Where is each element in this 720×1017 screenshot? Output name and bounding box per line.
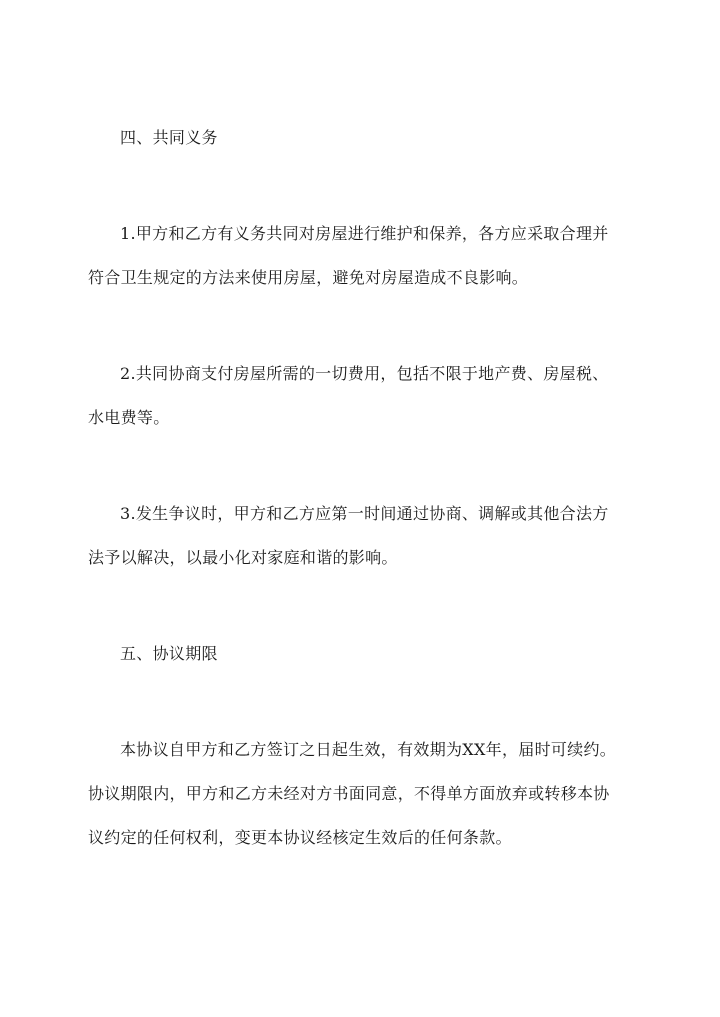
term-paragraph-line-two: 协议期限内，甲方和乙方未经对方书面同意，不得单方面放弃或转移本协	[88, 784, 610, 803]
item-two-line-one: 2.共同协商支付房屋所需的一切费用，包括不限于地产费、房屋税、	[120, 364, 609, 383]
section-four-heading: 四、共同义务	[120, 128, 218, 147]
term-paragraph-line-three: 议约定的任何权利，变更本协议经核定生效后的任何条款。	[88, 828, 512, 847]
section-five-heading: 五、协议期限	[120, 644, 218, 663]
item-three-line-two: 法予以解决，以最小化对家庭和谐的影响。	[88, 548, 398, 567]
term-paragraph-line-one: 本协议自甲方和乙方签订之日起生效，有效期为XX年，届时可续约。	[120, 740, 617, 759]
item-one-line-two: 符合卫生规定的方法来使用房屋，避免对房屋造成不良影响。	[88, 268, 529, 287]
item-three-line-one: 3.发生争议时，甲方和乙方应第一时间通过协商、调解或其他合法方	[120, 504, 609, 523]
item-one-line-one: 1.甲方和乙方有义务共同对房屋进行维护和保养，各方应采取合理并	[120, 224, 609, 243]
item-two-line-two: 水电费等。	[88, 408, 170, 427]
